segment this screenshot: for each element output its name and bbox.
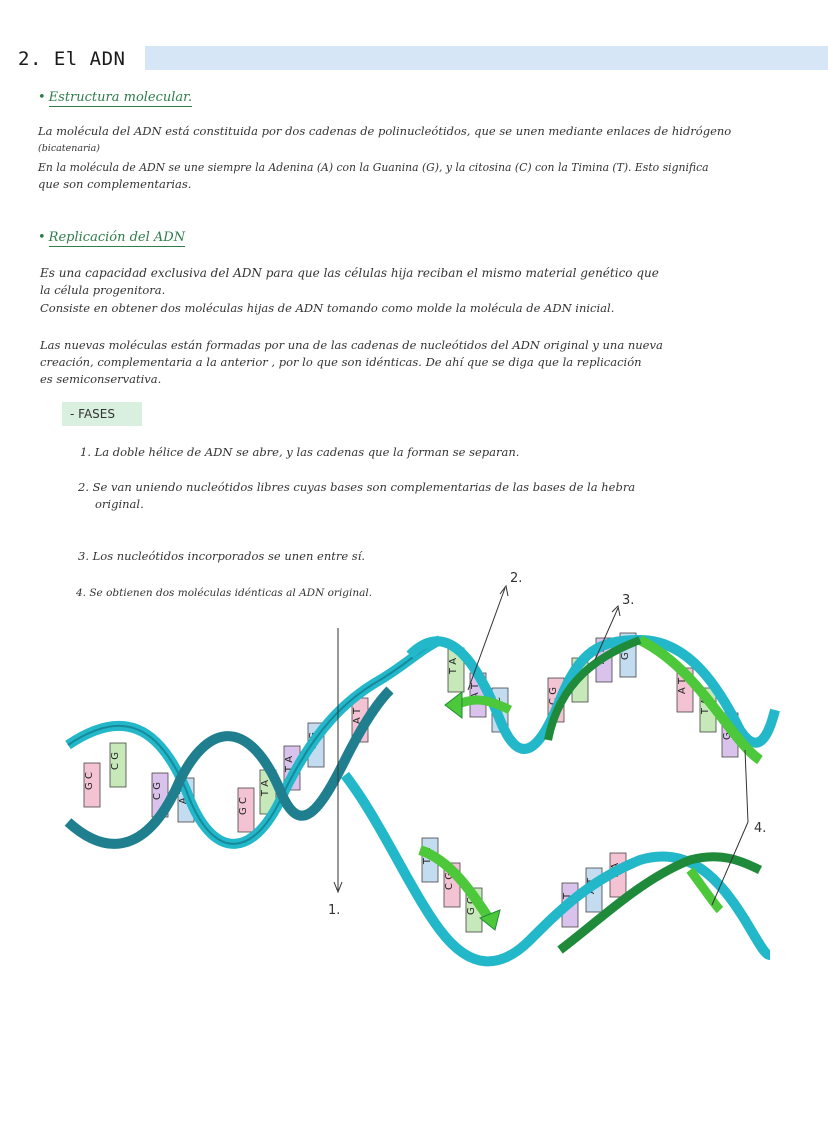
replicacion-title-text: Replicación del ADN	[48, 230, 186, 245]
replicacion-paragraph-1b: la célula progenitora.	[40, 283, 166, 297]
base-pair	[110, 743, 126, 787]
pointer-line-2	[468, 588, 505, 690]
diagram-label-1: 1.	[328, 903, 341, 918]
upper-growth-arrow-icon	[445, 692, 462, 718]
base-pair-label: G C	[238, 797, 249, 815]
base-pair-label: A T	[178, 787, 189, 805]
estructura-title-text: Estructura molecular.	[48, 90, 193, 105]
base-pair-label: A T	[470, 682, 481, 700]
pointer-arrowhead-3-icon	[612, 606, 620, 616]
diagram-label-2: 2.	[510, 571, 523, 586]
base-pair-label: G C	[620, 642, 631, 660]
base-pair-label: T A	[284, 755, 295, 773]
base-pair-label: A T	[586, 877, 597, 895]
base-pair	[238, 788, 254, 832]
heading-highlight-bar	[145, 46, 828, 70]
base-pair-label: C G	[444, 872, 455, 890]
replicacion-paragraph-3c: es semiconservativa.	[40, 372, 162, 386]
diagram-label-3: 3.	[622, 593, 635, 608]
base-pair-label: A T	[562, 892, 573, 910]
base-pair-label: T A	[610, 862, 621, 880]
base-pair-label: C G	[110, 752, 121, 770]
base-pair-label: A T	[677, 677, 688, 695]
base-pair-label: G C	[84, 772, 95, 790]
base-pair	[84, 763, 100, 807]
pointer-line-4a	[745, 750, 748, 822]
estructura-paragraph-1: La molécula del ADN está constituida por dos cadenas de polinucleótidos, que se unen mediante enlaces de hidrógeno	[38, 124, 732, 138]
bullet-icon: •	[38, 230, 46, 245]
replicacion-paragraph-3b: creación, complementaria a la anterior , por lo que son idénticas. De ahí que se diga que la replicación	[40, 355, 642, 369]
lower-old-strand	[345, 775, 770, 961]
fase-step-4: 4. Se obtienen dos moléculas idénticas al ADN original.	[76, 587, 373, 599]
base-pair-label: C G	[152, 782, 163, 800]
estructura-paragraph-2b: que son complementarias.	[38, 177, 192, 191]
base-pair-label: C G	[308, 732, 319, 750]
base-pair-label: T A	[572, 667, 583, 685]
section-replicacion-title	[38, 230, 185, 245]
base-pair-label: T A	[422, 847, 433, 865]
base-pair-label: G C	[492, 697, 503, 715]
replicacion-paragraph-1: Es una capacidad exclusiva del ADN para que las células hija reciban el mismo material genético que	[40, 266, 659, 280]
replicacion-paragraph-2: Consiste en obtener dos moléculas hijas de ADN tomando como molde la molécula de ADN inicial.	[40, 301, 615, 315]
estructura-paragraph-1b: (bicatenaria)	[38, 143, 100, 154]
fase-step-2b: original.	[95, 497, 144, 511]
fase-step-3: 3. Los nucleótidos incorporados se unen entre sí.	[78, 549, 366, 563]
base-pair-label: A T	[352, 707, 363, 725]
dna-replication-diagram	[0, 560, 828, 1000]
estructura-paragraph-2: En la molécula de ADN se une siempre la Adenina (A) con la Guanina (G), y la citosina (C) con la Timina (T). Esto significa	[38, 161, 709, 174]
section-estructura-title	[38, 90, 192, 105]
fase-step-1: 1. La doble hélice de ADN se abre, y las cadenas que la forman se separan.	[80, 445, 520, 459]
base-pair-label: A T	[596, 647, 607, 665]
replicacion-paragraph-3: Las nuevas moléculas están formadas por una de las cadenas de nucleótidos del ADN original y una nueva	[40, 338, 663, 352]
page-title: 2. El ADN	[18, 48, 126, 70]
diagram-label-4: 4.	[754, 821, 767, 836]
upper-old-strand	[410, 640, 775, 749]
fases-label: - FASES	[62, 402, 142, 426]
base-pair-label: G C	[466, 897, 477, 915]
base-pair-label: T A	[260, 779, 271, 797]
base-pair-label: C G	[548, 687, 559, 705]
fase-step-2: 2. Se van uniendo nucleótidos libres cuyas bases son complementarias de las bases de la hebra	[78, 480, 636, 494]
bullet-icon: •	[38, 90, 46, 105]
base-pair-label: T A	[700, 697, 711, 715]
base-pair-label: T A	[448, 657, 459, 675]
base-pair-label: G C	[722, 722, 733, 740]
